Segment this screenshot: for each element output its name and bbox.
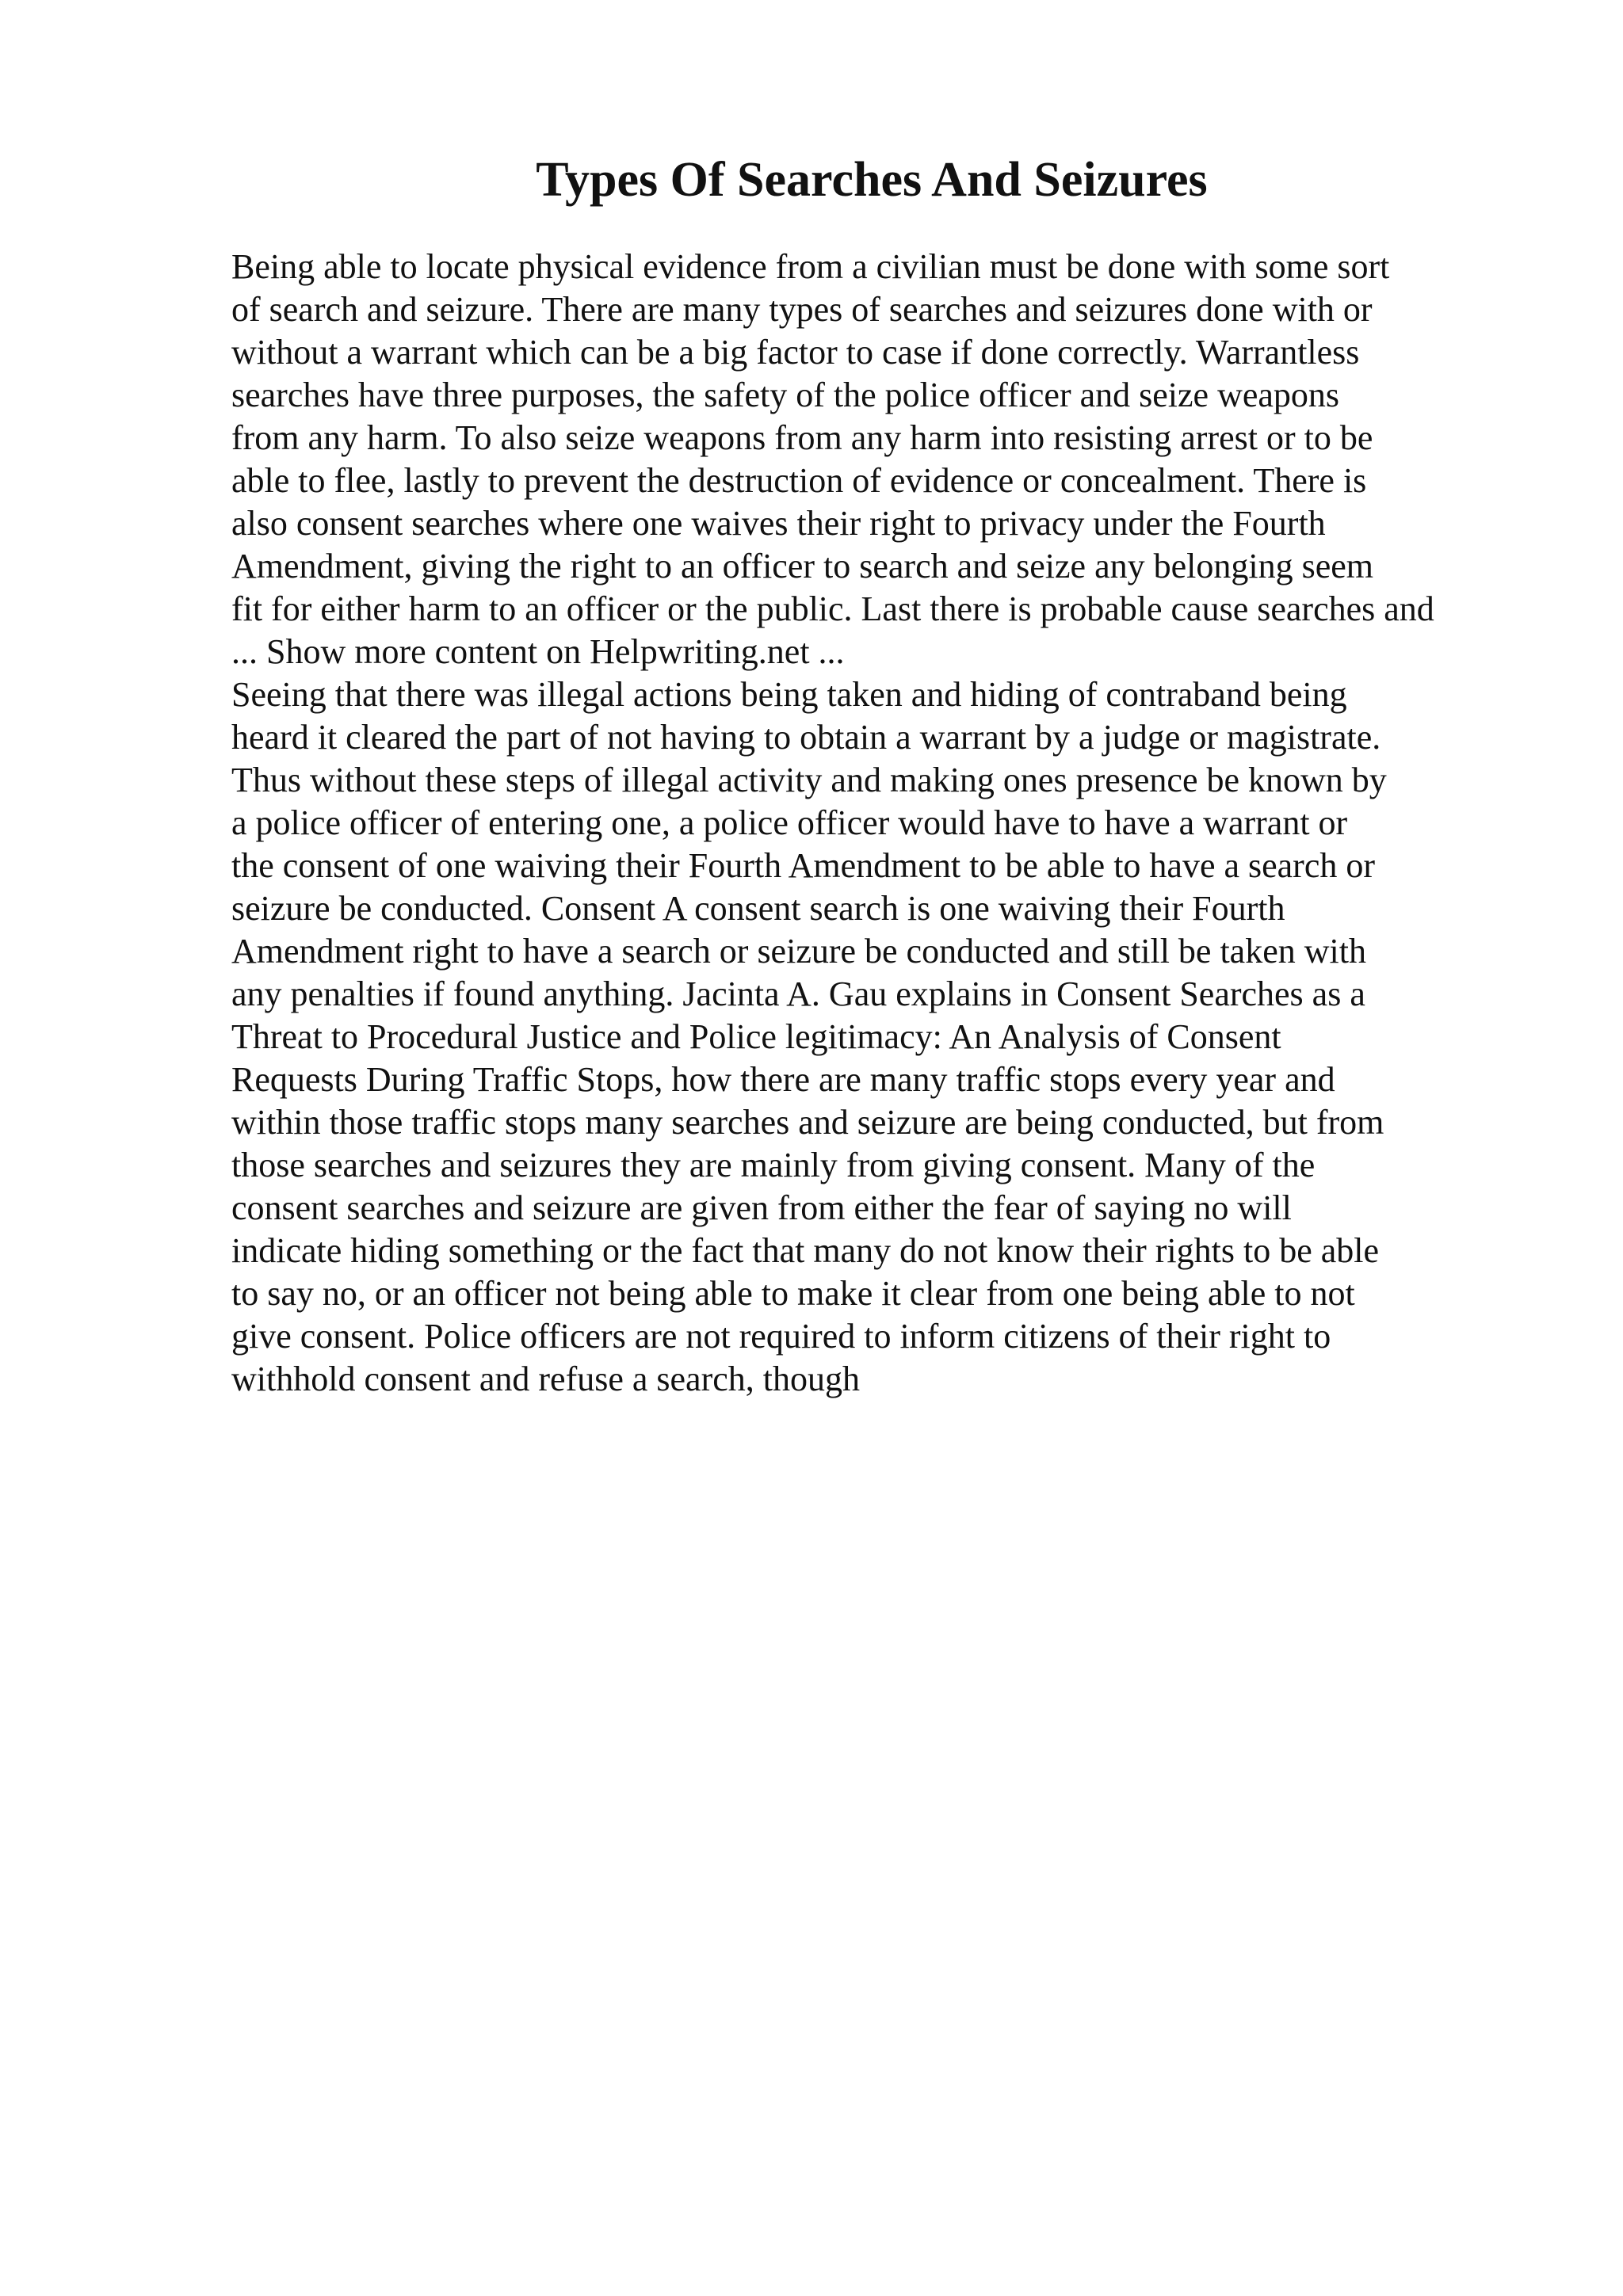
text-line: fit for either harm to an officer or the public. Last there is probable cause searches and (231, 589, 1434, 628)
text-line: searches have three purposes, the safety of the police officer and seize weapons (231, 376, 1340, 414)
text-line: Seeing that there was illegal actions being taken and hiding of contraband being (231, 675, 1347, 714)
text-line: the consent of one waiving their Fourth Amendment to be able to have a search or (231, 846, 1376, 885)
show-more-link[interactable]: ... Show more content on Helpwriting.net ... (231, 632, 845, 671)
text-line: consent searches and seizure are given from either the fear of saying no will (231, 1188, 1292, 1227)
text-line: Being able to locate physical evidence from a civilian must be done with some sort (231, 247, 1390, 286)
text-line: without a warrant which can be a big factor to case if done correctly. Warrantless (231, 333, 1360, 372)
text-line: indicate hiding something or the fact that many do not know their rights to be able (231, 1231, 1380, 1270)
text-line: Requests During Traffic Stops, how there are many traffic stops every year and (231, 1060, 1335, 1099)
text-line: able to flee, lastly to prevent the destruction of evidence or concealment. There is (231, 461, 1367, 500)
text-line: withhold consent and refuse a search, though (231, 1360, 860, 1398)
text-line: also consent searches where one waives their right to privacy under the Fourth (231, 504, 1326, 543)
body-text (231, 246, 1579, 1401)
text-line: any penalties if found anything. Jacinta A. Gau explains in Consent Searches as a (231, 974, 1365, 1013)
text-line: give consent. Police officers are not required to inform citizens of their right to (231, 1317, 1331, 1356)
text-line: from any harm. To also seize weapons from any harm into resisting arrest or to be (231, 418, 1373, 457)
text-line: to say no, or an officer not being able to make it clear from one being able to not (231, 1274, 1355, 1313)
text-line: Threat to Procedural Justice and Police legitimacy: An Analysis of Consent (231, 1017, 1281, 1056)
text-line: heard it cleared the part of not having to obtain a warrant by a judge or magistrate. (231, 718, 1381, 757)
text-line: Thus without these steps of illegal activity and making ones presence be known by (231, 761, 1387, 799)
page-title: Types Of Searches And Seizures (536, 153, 1208, 207)
text-line: Amendment, giving the right to an officer to search and seize any belonging seem (231, 547, 1373, 585)
text-line: a police officer of entering one, a police officer would have to have a warrant or (231, 803, 1348, 842)
text-line: those searches and seizures they are mainly from giving consent. Many of the (231, 1146, 1316, 1184)
text-line: seizure be conducted. Consent A consent search is one waiving their Fourth (231, 889, 1285, 928)
text-line: of search and seizure. There are many types of searches and seizures done with or (231, 290, 1373, 329)
text-line: within those traffic stops many searches and seizure are being conducted, but from (231, 1103, 1384, 1142)
text-line: Amendment right to have a search or seizure be conducted and still be taken with (231, 932, 1366, 971)
